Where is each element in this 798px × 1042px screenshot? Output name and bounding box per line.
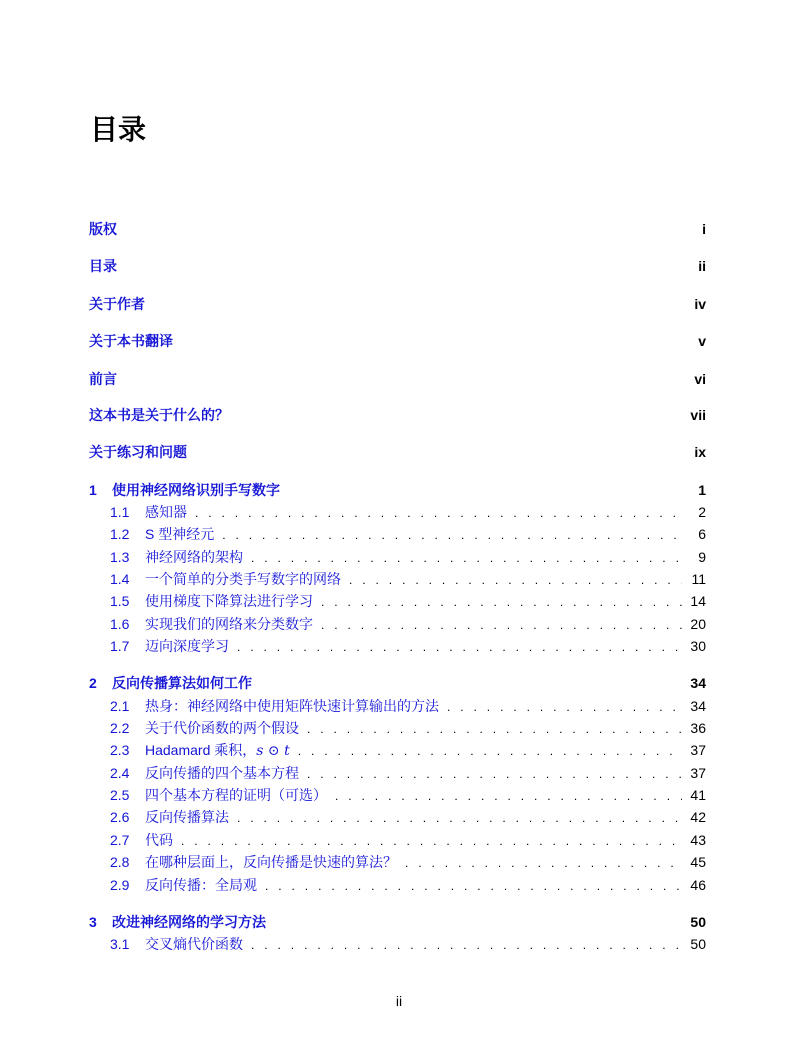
toc-entry-title: 前言 — [89, 371, 117, 387]
leader-dots — [307, 765, 682, 783]
section-number: 2.7 — [110, 832, 130, 848]
toc-entry-title: 关于作者 — [89, 296, 145, 312]
toc-section-3-1[interactable] — [89, 935, 706, 954]
section-number: 1.6 — [110, 616, 130, 632]
section-page: 50 — [690, 936, 706, 952]
toc-entry-copyright[interactable] — [89, 220, 706, 238]
toc-chapter-2[interactable] — [89, 674, 706, 692]
page-number: ii — [395, 993, 403, 1009]
section-number: 2.2 — [110, 720, 130, 736]
section-number: 2.8 — [110, 854, 130, 870]
section-number: 2.5 — [110, 787, 130, 803]
toc-entry-page: iv — [694, 296, 706, 312]
section-page: 9 — [698, 549, 706, 565]
toc-entry-about-author[interactable] — [89, 295, 706, 313]
toc-entry-preface[interactable] — [89, 370, 706, 388]
toc-section-1-5[interactable] — [89, 592, 706, 611]
leader-dots — [195, 504, 682, 522]
chapter-page: 1 — [698, 482, 706, 498]
chapter-page: 34 — [690, 675, 706, 691]
section-title: 神经网络的架构 — [145, 549, 243, 565]
toc-chapter-3[interactable] — [89, 913, 706, 931]
section-page: 43 — [690, 832, 706, 848]
toc-section-2-4[interactable] — [89, 764, 706, 783]
section-title: 交叉熵代价函数 — [145, 936, 243, 952]
leader-dots — [237, 638, 682, 656]
section-number: 1.5 — [110, 593, 130, 609]
section-title: 感知器 — [145, 504, 187, 520]
leader-dots — [237, 809, 682, 827]
section-title: 使用梯度下降算法进行学习 — [145, 593, 313, 609]
toc-section-1-6[interactable] — [89, 615, 706, 634]
section-number: 2.6 — [110, 809, 130, 825]
section-title: 反向传播的四个基本方程 — [145, 765, 299, 781]
toc-section-2-6[interactable] — [89, 808, 706, 827]
chapter-title: 反向传播算法如何工作 — [112, 675, 252, 691]
section-number: 1.3 — [110, 549, 130, 565]
section-title: Hadamard 乘积， — [145, 742, 257, 758]
toc-section-2-3[interactable] — [89, 741, 706, 760]
section-number: 2.9 — [110, 877, 130, 893]
leader-dots — [222, 526, 682, 544]
toc-entry-title: 关于本书翻译 — [89, 333, 173, 349]
toc-entry-title: 目录 — [89, 258, 117, 274]
section-title: 实现我们的网络来分类数字 — [145, 616, 313, 632]
section-number: 1.1 — [110, 504, 130, 520]
section-title: S 型神经元 — [145, 526, 215, 542]
leader-dots — [335, 787, 682, 805]
leader-dots — [321, 593, 682, 611]
page-title: 目录 — [90, 113, 147, 146]
toc-entry-page: vi — [694, 371, 706, 387]
section-title: 代码 — [145, 832, 173, 848]
section-page: 36 — [690, 720, 706, 736]
toc-section-2-1[interactable] — [89, 697, 706, 716]
toc-section-1-4[interactable] — [89, 570, 706, 589]
toc-section-2-5[interactable] — [89, 786, 706, 805]
toc-entry-contents[interactable] — [89, 257, 706, 275]
leader-dots — [298, 742, 682, 760]
toc-entry-page: ii — [698, 258, 706, 274]
section-page: 30 — [690, 638, 706, 654]
section-title: 热身：神经网络中使用矩阵快速计算输出的方法 — [145, 698, 439, 714]
toc-section-1-3[interactable] — [89, 548, 706, 567]
toc-section-2-7[interactable] — [89, 831, 706, 850]
section-page: 46 — [690, 877, 706, 893]
toc-entry-page: vii — [690, 407, 706, 423]
section-title: 反向传播：全局观 — [145, 877, 257, 893]
hadamard-math: s ⊙ t — [256, 743, 290, 759]
toc-entry-title: 版权 — [89, 221, 117, 237]
section-number: 1.7 — [110, 638, 130, 654]
leader-dots — [307, 720, 682, 738]
leader-dots — [251, 936, 682, 954]
leader-dots — [349, 571, 682, 589]
chapter-number: 3 — [89, 914, 97, 930]
toc-entry-title: 关于练习和问题 — [89, 444, 187, 460]
toc-entry-page: i — [702, 221, 706, 237]
toc-section-2-8[interactable] — [89, 853, 706, 872]
leader-dots — [181, 832, 682, 850]
chapter-number: 2 — [89, 675, 97, 691]
section-title: 反向传播算法 — [145, 809, 229, 825]
chapter-page: 50 — [690, 914, 706, 930]
section-title: 在哪种层面上，反向传播是快速的算法？ — [145, 854, 397, 870]
section-title: 关于代价函数的两个假设 — [145, 720, 299, 736]
toc-entry-title: 这本书是关于什么的？ — [89, 407, 229, 423]
section-page: 14 — [690, 593, 706, 609]
toc-section-1-2[interactable] — [89, 525, 706, 544]
section-page: 6 — [698, 526, 706, 542]
section-number: 2.4 — [110, 765, 130, 781]
section-page: 42 — [690, 809, 706, 825]
section-page: 2 — [698, 504, 706, 520]
section-page: 11 — [691, 571, 706, 587]
leader-dots — [265, 877, 682, 895]
leader-dots — [405, 854, 682, 872]
section-title: 四个基本方程的证明（可选） — [145, 787, 327, 803]
section-number: 2.3 — [110, 742, 130, 758]
toc-section-2-9[interactable] — [89, 876, 706, 895]
section-number: 3.1 — [110, 936, 130, 952]
section-title: 一个简单的分类手写数字的网络 — [145, 571, 341, 587]
toc-entry-about-translation[interactable] — [89, 332, 706, 350]
section-page: 37 — [690, 742, 706, 758]
section-title: 迈向深度学习 — [145, 638, 229, 654]
toc-section-1-1[interactable] — [89, 503, 706, 522]
toc-entry-exercises[interactable] — [89, 443, 706, 461]
leader-dots — [251, 549, 682, 567]
section-page: 45 — [690, 854, 706, 870]
chapter-number: 1 — [89, 482, 97, 498]
chapter-title: 使用神经网络识别手写数字 — [112, 482, 280, 498]
toc-chapter-1[interactable] — [89, 481, 706, 499]
toc-section-1-7[interactable] — [89, 637, 706, 656]
leader-dots — [321, 616, 682, 634]
section-page: 20 — [690, 616, 706, 632]
section-page: 34 — [690, 698, 706, 714]
section-number: 1.4 — [110, 571, 130, 587]
section-page: 37 — [690, 765, 706, 781]
section-number: 1.2 — [110, 526, 130, 542]
toc-entry-page: v — [698, 333, 706, 349]
leader-dots — [447, 698, 682, 716]
chapter-title: 改进神经网络的学习方法 — [112, 914, 266, 930]
section-number: 2.1 — [110, 698, 130, 714]
toc-entry-what-about[interactable] — [89, 406, 706, 424]
toc-entry-page: ix — [694, 444, 706, 460]
toc-section-2-2[interactable] — [89, 719, 706, 738]
section-page: 41 — [690, 787, 706, 803]
